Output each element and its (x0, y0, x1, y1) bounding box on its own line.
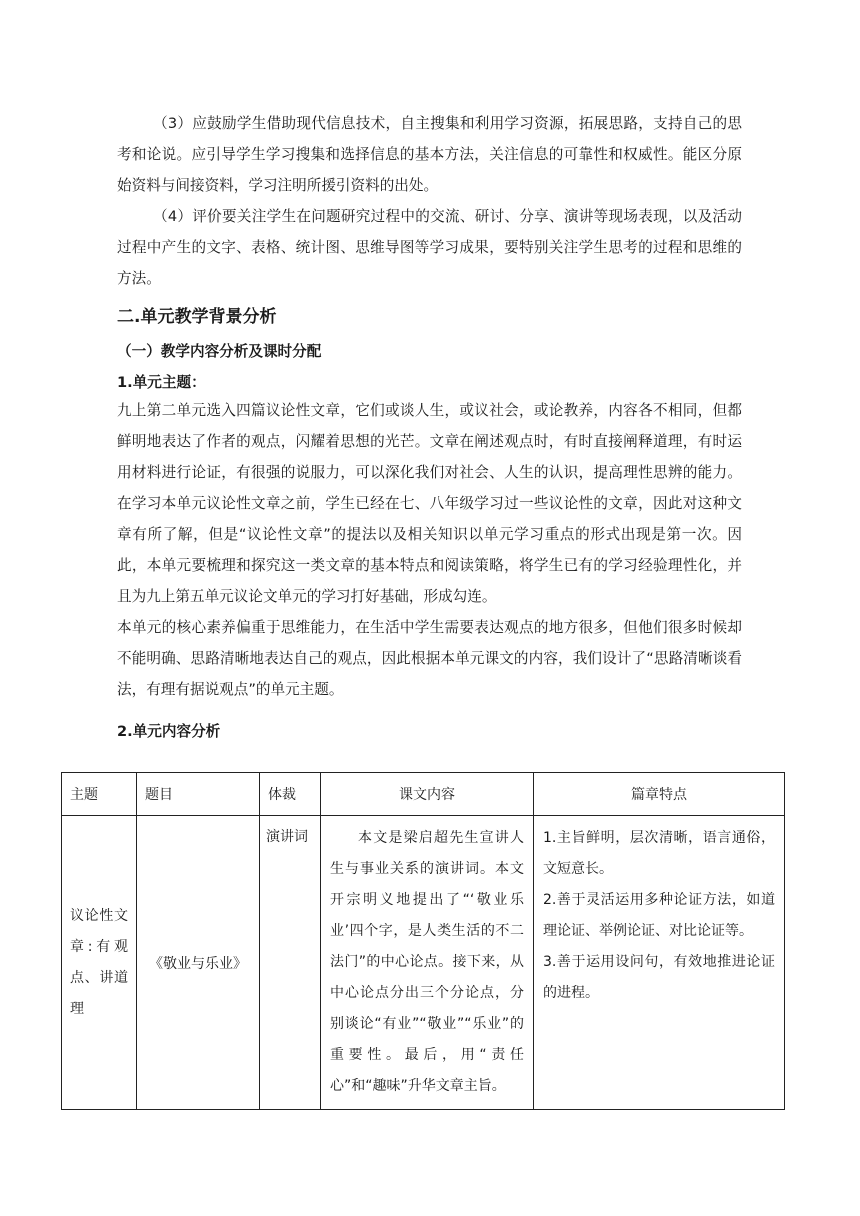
paragraph-evaluation-4: （4）评价要关注学生在问题研究过程中的交流、研讨、分享、演讲等现场表现，以及活动过程中产生的文字、表格、统计图、思维导图等学习成果，要特别关注学生思考的过程和思维的方法。 (117, 208, 742, 287)
paragraph-evaluation-3: （3）应鼓励学生借助现代信息技术，自主搜集和利用学习资源，拓展思路，支持自己的思考和论说。应引导学生学习搜集和选择信息的基本方法，关注信息的可靠性和权威性。能区分原始资料与间接资料，学习注明所援引资料的出处。 (117, 115, 742, 194)
feature-item: 1.主旨鲜明，层次清晰，语言通俗，文短意长。 (543, 830, 775, 877)
features-list (535, 817, 783, 1015)
header-genre: 体裁 (260, 773, 321, 816)
content-text: 本文是梁启超先生宣讲人生与事业关系的演讲词。本文开宗明义地提出了“‘敬业乐业’四个字，是人类生活的不二法门”的中心论点。接下来，从中心论点分出三个分论点，分别谈论“有业”“敬业”“乐业”的重要性。最后，用“责任心”和“趣味”升华文章主旨。 (330, 830, 524, 1094)
unit-theme-paragraph-1: 九上第二单元选入四篇议论性文章，它们或谈人生，或议社会，或论教养，内容各不相同，但都鲜明地表达了作者的观点，闪耀着思想的光芒。文章在阐述观点时，有时直接阐释道理，有时运用材料进行论证，有很强的说服力，可以深化我们对社会、人生的认识，提高理性思辨的能力。在学习本单元议论性文章之前，学生已经在七、八年级学习过一些议论性的文章，因此对这种文章有所了解，但是“议论性文章”的提法以及相关知识以单元学习重点的形式出现是第一次。因此，本单元要梳理和探究这一类文章的基本特点和阅读策略，将学生已有的学习经验理性化，并且为九上第五单元议论文单元的学习打好基础，形成勾连。 (117, 402, 742, 605)
unit-theme-paragraph-2: 本单元的核心素养偏重于思维能力，在生活中学生需要表达观点的地方很多，但他们很多时候却不能明确、思路清晰地表达自己的观点，因此根据本单元课文的内容，我们设计了“思路清晰谈看法，有理有据说观点”的单元主题。 (117, 619, 742, 698)
section-heading: 二.单元教学背景分析 (117, 307, 277, 327)
cell-title: 《敬业与乐业》 (137, 816, 260, 1110)
table-row (62, 816, 785, 1110)
item2-heading: 2.单元内容分析 (117, 723, 221, 740)
feature-item: 2.善于灵活运用多种论证方法，如道理论证、举例论证、对比论证等。 (543, 892, 775, 939)
cell-content (321, 816, 534, 1110)
unit-content-table (61, 772, 785, 1110)
header-title: 题目 (137, 773, 260, 816)
table-header-row (62, 773, 785, 816)
feature-item: 3.善于运用设问句，有效地推进论证的进程。 (543, 954, 775, 1001)
header-content: 课文内容 (321, 773, 534, 816)
header-features: 篇章特点 (534, 773, 785, 816)
sub-heading: （一）教学内容分析及课时分配 (117, 343, 322, 360)
header-theme: 主题 (62, 773, 137, 816)
cell-theme: 议论性文章:有观点、讲道理 (62, 816, 137, 1110)
cell-genre: 演讲词 (260, 816, 321, 1110)
cell-features (534, 816, 785, 1110)
item1-heading: 1.单元主题： (117, 374, 206, 391)
